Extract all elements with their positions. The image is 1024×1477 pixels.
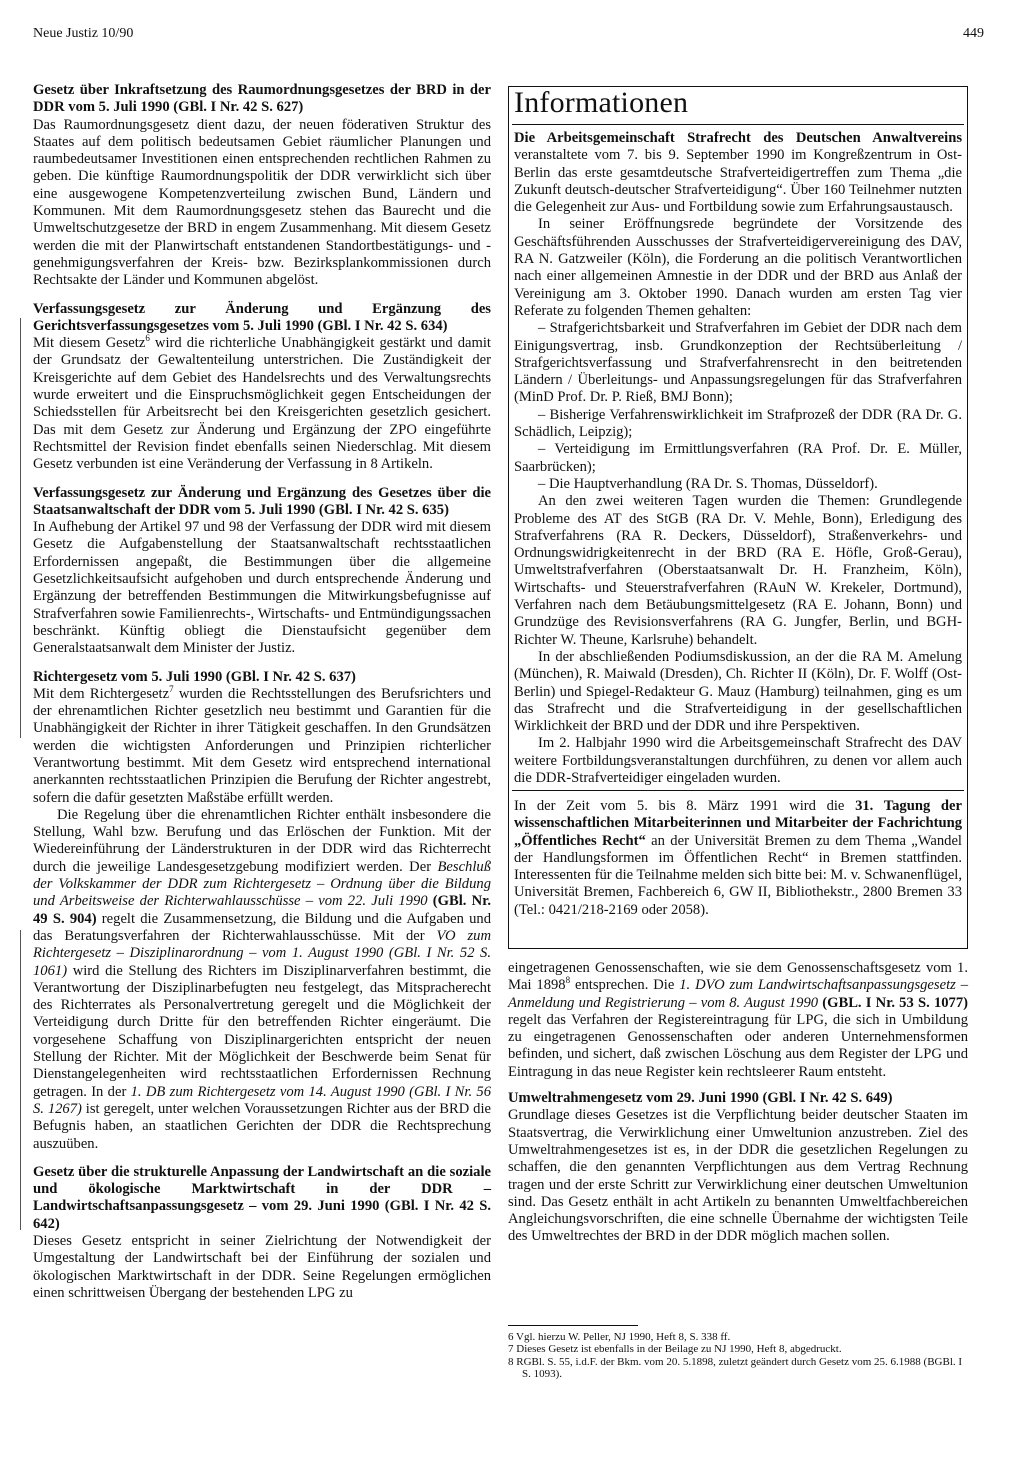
section-title: Verfassungsgesetz zur Änderung und Ergänzung des Gesetzes über die Staatsanwaltschaft der DDR vom 5. Juli 1990 (GBl. I Nr. 42 S. 635) [33,484,491,518]
text-run: In der Zeit vom 5. bis 8. März 1991 wird die [514,798,856,814]
text-run: Die Arbeitsgemeinschaft Strafrecht des Deutschen Anwaltvereins [514,130,962,146]
citation: Beschluß der Volkskammer der DDR zum Richtergesetz – Ordnung über die Bildung und Arbeitsweise der Richterwahlausschüsse – vom 22. Juli 1990 [33,858,491,910]
list-item: – Bisherige Verfahrenswirklichkeit im Strafprozeß der DDR (RA Dr. G. Schädlich, Leipzig); [514,406,962,441]
paragraph [514,130,962,216]
paragraph: Im 2. Halbjahr 1990 wird die Arbeitsgemeinschaft Strafrecht des DAV weitere Fortbildungsveranstaltungen durchführen, zu denen vor allem auch die DDR-Strafverteidiger eingeladen wurden. [514,735,962,786]
text-run: Mit diesem Gesetz [33,335,146,352]
footnote-divider [508,1325,638,1326]
divider [512,124,964,125]
text-run: veranstaltete vom 7. bis 9. September 1990 im Kongreßzentrum in Ost-Berlin das erste gesamtdeutsche Strafverteidigertreffen zum Thema „die Zukunft deutsch-deutscher Strafverteidigung“. Über 160 Teilnehmer nutzten die Gelegenheit zur Aus- und Fortbildung sowie zum Erfahrungsaustausch. [514,147,962,216]
text-run: regelt das Verfahren der Registereintragung für LPG, die sich in Umbildung zu eingetragenen Genossenschaften oder anderen Unternehmensformen befinden, und sichert, daß zwischen Löschung aus dem Register der LPG und Eintragung in das neue Register kein rechtsleerer Raum entsteht. [508,1011,968,1080]
footnote-ref: 7 [169,683,174,694]
text-run: Mit dem Richtergesetz [33,685,170,702]
divider [512,790,964,791]
section-richtergesetz [33,669,491,1153]
paragraph [33,683,491,807]
section-title: Verfassungsgesetz zur Änderung und Ergänzung des Gerichtsverfassungsgesetzes vom 5. Juli 1990 (GBl. I Nr. 42 S. 634) [33,300,491,334]
info-box-text [514,130,962,787]
citation: (GBl. Nr. 49 S. 904) [33,893,491,927]
text-run: wird die richterliche Unabhängigkeit gestärkt und damit der Grundsatz der Gewaltenteilung unterstrichen. Die Zuständigkeit der Kreisgerichte auf dem Gebiet des Handelsrechts und des Verwaltungsrechts wurde erweitert und die Einspruchsmöglichkeit gegen Entscheidungen der Schiedsstellen für Arbeitsrecht bei den Kreisgerichten gesetzlich gesichert. Das mit dem Gesetz zur Änderung und Ergänzung der ZPO eingeführte Rechtsmittel der Revision findet ebenfalls seinen Niederschlag. Mit diesem Gesetz verbunden ist eine Veränderung der Verfassung in 8 Artikeln. [33,335,491,473]
section-body: Dieses Gesetz entspricht in seiner Zielrichtung der Notwendigkeit der Umgestaltung der Landwirtschaft bei der Einführung der sozialen und ökologischen Marktwirtschaft in der DDR. Seine Regelungen ermöglichen einen schrittweisen Übergang der bestehenden LPG zu [33,1233,491,1301]
citation: (GBL. I Nr. 53 S. 1077) [818,994,968,1011]
list-item: – Die Hauptverhandlung (RA Dr. S. Thomas, Düsseldorf). [538,475,878,492]
paragraph: An den zwei weiteren Tagen wurden die Themen: Grundlegende Probleme des AT des StGB (RA Dr. V. Mehle, Bonn), Erledigung des Strafverfahrens (RA R. Deckers, Düsseldorf), Straßenverkehrs- und Ordnungswidrigkeitenrecht in der BRD (RA E. Höfle, Groß-Gerau), Umweltstrafverfahren (Oberstaatsanwalt Dr. H. Franzheim, Köln), Wirtschafts- und Steuerstrafverfahren (RAuN W. Krekeler, Dortmund), Verfahren nach dem Betäubungsmittelgesetz (RA E. Johann, Bonn) und Grundzüge des Revisionsverfahrens (RA G. Jungfer, Berlin, und BGH-Richter W. Theune, Karlsruhe) behandelt. [514,493,962,648]
section-landwirtschaft [33,1164,491,1302]
paragraph: In seiner Eröffnungsrede begründete der Vorsitzende des Geschäftsführenden Ausschusses der Strafverteidigervereinigung des DAV, RA N. Gatzweiler (Köln), die Forderung an die politisch Verantwortlichen nach einer allgemeinen Amnestie in der DDR und der BRD aus Anlaß der Vereinigung am 3. Oktober 1990. Danach wurden am ersten Tag vier Referate zu folgenden Themen gehalten: [514,216,962,319]
text-run: an der Universität Bremen zu dem Thema „Wandel der Handlungsformen im Öffentlichen Recht“ in Bremen stattfinden. Interessenten für die Teilnahme melden sich bitte bei: M. v. Schwanenflügel, Universität Bremen, Fachbereich 6, GW II, Bibliothekstr., 2800 Bremen 33 (Tel.: 0421/218-2169 oder 2058). [514,832,963,918]
citation: 1. DB zum Richtergesetz vom 14. August 1990 (GBl. I Nr. 56 S. 1267) [33,1083,491,1117]
paragraph [33,807,491,1153]
paragraph: In der abschließenden Podiumsdiskussion, an der die RA M. Amelung (München), R. Maiwald (Dresden), Ch. Richter II (Köln), Dr. F. Wolff (Ost-Berlin) und Spiegel-Redakteur G. Mauz (Hamburg) teilnahmen, ging es um das Strafrecht und die Strafverteidigung in der gesellschaftlichen Wirklichkeit der BRD und der DDR und ihre Perspektiven. [514,648,962,735]
list-item: – Strafgerichtsbarkeit und Strafverfahren im Gebiet der DDR nach dem Einigungsvertrag, insb. Grundkonzeption der Rechtsüberleitung / Strafgerichtsverfassung und Strafverfahrensrecht in den beitretenden Ländern / Überleitungs- und Anpassungsregelungen für das Strafverfahren (MinD Prof. Dr. P. Rieß, BMJ Bonn); [514,320,962,406]
margin-mark [20,318,21,738]
text-run: 31. Tagung der wissenschaftlichen Mitarbeiterinnen und Mitarbeiter der Fachrichtung „Öffentliches Recht“ [514,798,962,849]
info-box-announcement [514,798,962,919]
paragraph [514,798,962,919]
left-column [33,82,491,1313]
section-gerichtsverfassung [33,301,491,474]
section-body [33,335,491,473]
footnotes [508,1331,968,1381]
right-column-lower [508,960,968,1246]
section-body: In Aufhebung der Artikel 97 und 98 der Verfassung der DDR wird mit diesem Gesetz die Aufgabenstellung der Staatsanwaltschaft rechtsstaatlichen Erfordernissen angepaßt, die Bestimmungen über die allgemeine Gesetzlichkeitsaufsicht aufgehoben und durch entsprechende Änderung und Ergänzung der betreffenden Bestimmungen die Mitwirkungsbefugnisse auf Strafverfahren sowie Familienrechts-, Wirtschafts- und Entmündigungssachen beschränkt. Künftig obliegt die Dienstaufsicht gegenüber dem Generalstaatsanwalt dem Minister der Justiz. [33,519,491,657]
section-title: Gesetz über Inkraftsetzung des Raumordnungsgesetzes der BRD in der DDR vom 5. Juli 1990 (GBl. I Nr. 42 S. 627) [33,82,491,116]
journal-issue: Neue Justiz 10/90 [33,26,134,41]
text-run: entsprechen. Die [570,977,680,994]
citation: 1. DVO zum Landwirtschaftsanpassungsgesetz – Anmeldung und Registrierung – vom 8. August 1990 [508,977,969,1011]
section-title: Richtergesetz vom 5. Juli 1990 (GBl. I Nr. 42 S. 637) [33,668,356,685]
section-staatsanwaltschaft [33,485,491,658]
section-title: Gesetz über die strukturelle Anpassung der Landwirtschaft an die soziale und ökologische Marktwirtschaft in der DDR – Landwirtschaftsanpassungsgesetz – vom 29. Juni 1990 (GBl. I Nr. 42 S. 642) [33,1163,491,1232]
section-body: Das Raumordnungsgesetz dient dazu, der neuen föderativen Struktur des Staates auf dem politisch bedeutsamen Gebiet räumlicher Planungen und raumbedeutsamer Investitionen einen entsprechenden rechtlichen Rahmen zu geben. Die künftige Raumordnungspolitik der DDR verwirklicht sich über eine ausgewogene Kompetenzverteilung zwischen Bund, Ländern und Kommunen. Mit dem Raumordnungsgesetz stehen das Baurecht und die Umweltschutzgesetze der BRD in engem Zusammenhang. Mit diesem Gesetz werden die mit der Planwirtschaft entstandenen Standortbestätigungs- und -genehmigungsverfahren der Kreis- bzw. Bezirksplankommissionen durch Rechtsakte der Länder und Kommunen abgelöst. [33,116,491,289]
page-number: 449 [963,26,984,41]
paragraph [508,960,968,1081]
footnote-ref: 8 [565,975,571,986]
text-run: Die Regelung über die ehrenamtlichen Richter enthält insbesondere die Stellung, Wahl bzw. Berufung und das Erlöschen der Funktion. Mit der Wiedereinführung der Länderstrukturen in der DDR wird das Richterrecht durch die jeweilige Landesgesetzgebung modifiziert werden. Der [33,806,491,875]
section-body: Grundlage dieses Gesetzes ist die Verpflichtung beider deutscher Staaten im Staatsvertrag, die Verwirklichung einer Umweltunion anzustreben. Ziel des Umweltrahmengesetzes ist es, in der DDR die gesetzlichen Regelungen zu schaffen, die den genannten Verpflichtungen aus dem Vertrag Rechnung tragen und der erste Schritt zur Verwirklichung einer deutschen Umweltunion sind. Das Gesetz enthält in acht Artikeln zu benannten Umweltfachbereichen Angleichungsvorschriften, die eine schnelle Übernahme der wichtigsten Teile des Umweltrechtes der BRD in der DDR möglich machen sollen. [508,1107,968,1245]
text-run: eingetragenen Genossenschaften, wie sie dem Genossenschaftsgesetz vom 1. Mai 1898 [508,960,968,994]
text-run: regelt die Zusammensetzung, die Bildung und die Aufgaben und das Beratungsverfahren der Richterwahlausschüsse. Mit der [33,910,491,944]
footnote: 6 Vgl. hierzu W. Peller, NJ 1990, Heft 8, S. 338 ff. [508,1331,731,1343]
margin-mark [20,930,21,1230]
footnote-ref: 6 [145,333,150,344]
text-run: wird die Stellung des Richters im Disziplinarverfahren bestimmt, die Verantwortung der Disziplinarbefugten neu festgelegt, das Mitspracherecht des Richterrates als Personalvertretung geregelt und die Möglichkeit der Verteidigung durch Dritte für den betreffenden Richter eingeräumt. Die vorgesehene Schaffung von Disziplinargerichten entspricht der neuen Stellung der Richter. Mit der Möglichkeit der Beschwerde beim Senat für Dienstangelegenheiten wird rechtsstaatlichen Erfordernissen Rechnung getragen. In der [33,962,491,1100]
footnote: 8 RGBl. S. 55, i.d.F. der Bkm. vom 20. 5.1898, zuletzt geändert durch Gesetz vom 25. 6.1988 (BGBl. I S. 1093). [508,1355,963,1381]
info-box-title: Informationen [514,86,689,119]
list-item: – Verteidigung im Ermittlungsverfahren (RA Prof. Dr. E. Müller, Saarbrücken); [514,441,962,475]
text-run: wurden die Rechtsstellungen des Berufsrichters und der ehrenamtlichen Richter gesetzlich neu bestimmt und Garantien für die Unabhängigkeit der Richter in ihrer Tätigkeit geschaffen. In den Grundsätzen werden die wichtigsten Anforderungen und Prinzipien richterlicher Verantwortung bestimmt. Mit dem Gesetz wird entsprechend international anerkannten rechtsstaatlichen Prinzipien die Berufung der Richter angestrebt, sofern die dafür gesetzten Maßstäbe erfüllt werden. [33,685,491,806]
section-raumordnung [33,82,491,290]
section-title: Umweltrahmengesetz vom 29. Juni 1990 (GBl. I Nr. 42 S. 649) [508,1090,893,1107]
footnote: 7 Dieses Gesetz ist ebenfalls in der Beilage zu NJ 1990, Heft 8, abgedruckt. [508,1343,842,1356]
text-run: ist geregelt, unter welchen Voraussetzungen Richter aus der BRD die Befugnis haben, an staatlichen Gerichten der DDR die Rechtsprechung auszuüben. [33,1100,491,1152]
citation: VO zum Richtergesetz – Disziplinarordnung – vom 1. August 1990 (GBl. I Nr. 52 S. 1061) [33,927,491,979]
